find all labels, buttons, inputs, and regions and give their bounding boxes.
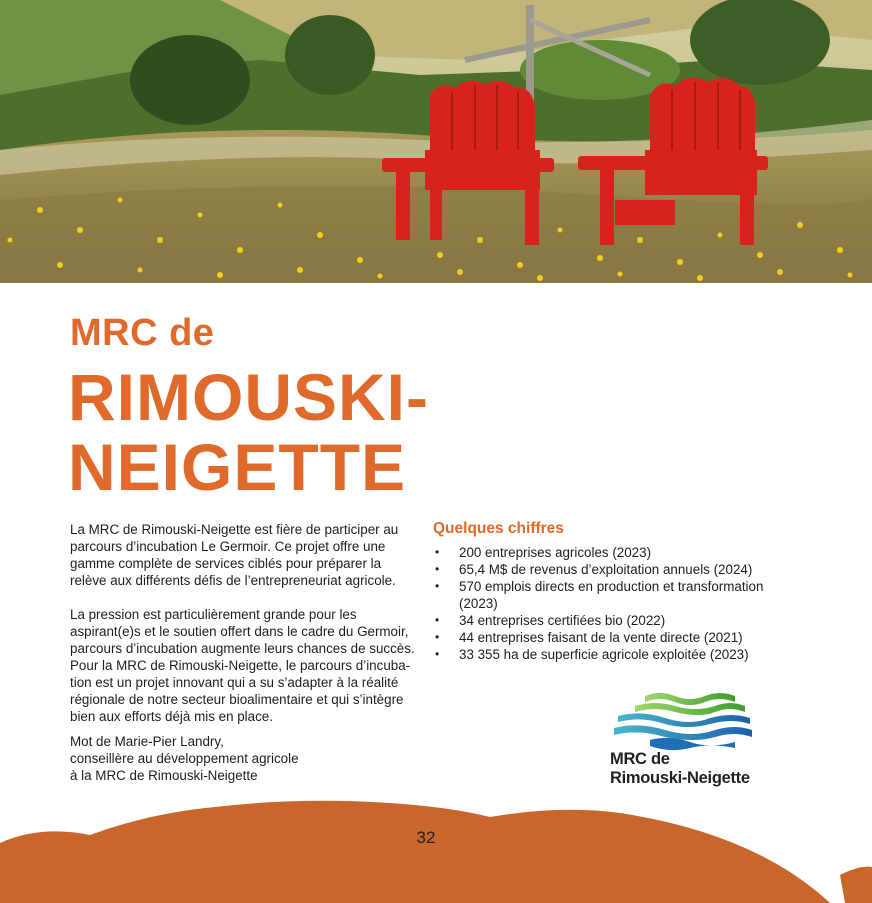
title-line-2: NEIGETTE — [68, 430, 407, 504]
figures-heading: Quelques chiffres — [433, 520, 564, 537]
list-item: • 200 entreprises agricoles (2023) — [435, 545, 652, 560]
wave-logo-icon — [610, 690, 755, 752]
logo-line-2: Rimouski-Neigette — [610, 769, 750, 787]
figures-list — [433, 544, 783, 663]
list-item: • 33 355 ha de superficie agricole exploitée (2023) — [435, 647, 749, 662]
list-item: • 65,4 M$ de revenus d’exploitation annuels (2024) — [435, 562, 753, 577]
list-item: • 34 entreprises certifiées bio (2022) — [435, 613, 666, 628]
page-number: 32 — [416, 828, 436, 847]
list-item: • 570 emplois directs en production et transformation (2023) — [435, 579, 764, 611]
adirondack-chairs-field-photo — [0, 0, 872, 283]
mrc-logo — [610, 690, 755, 800]
title-prefix: MRC de — [70, 312, 215, 354]
bullet-icon: • — [435, 630, 440, 644]
logo-text — [610, 750, 755, 788]
bullet-icon: • — [435, 562, 440, 576]
signature-line-1: Mot de Marie-Pier Landry, — [70, 734, 224, 749]
signature — [70, 733, 415, 784]
paragraph-1: La MRC de Rimouski-Neigette est fière de participer au parcours d’incubation Le Germoir. Ce projet offre une gamme complète de services ciblés pour préparer la relève aux différents défis de l’entrepreneuriat agricole. — [70, 522, 399, 588]
header-photo — [0, 0, 872, 283]
footer-wave — [0, 795, 872, 903]
bullet-icon: • — [435, 579, 440, 593]
bullet-icon: • — [435, 613, 440, 627]
signature-line-2: conseillère au développement agricole — [70, 751, 299, 766]
list-item: • 44 entreprises faisant de la vente directe (2021) — [435, 630, 743, 645]
title-line-1: RIMOUSKI- — [68, 360, 429, 434]
body-text — [70, 521, 415, 784]
paragraph-2: La pression est particulièrement grande pour les aspirant(e)s et le soutien offert dans le cadre du Germoir, parcours d’incubation augmente leurs chances de succès. Pour la MRC de Rimouski-Neigette, le parcours d’incuba-tion est un projet innovant qui a su s’adapter à la réalité régionale de notre secteur bioalimentaire et qui s’intègre bien aux efforts déjà mis en place. — [70, 607, 415, 724]
signature-line-3: à la MRC de Rimouski-Neigette — [70, 768, 258, 783]
bullet-icon: • — [435, 545, 440, 559]
logo-line-1: MRC de — [610, 750, 670, 768]
bullet-icon: • — [435, 647, 440, 661]
figures-section — [433, 520, 783, 663]
page-title — [68, 362, 429, 502]
